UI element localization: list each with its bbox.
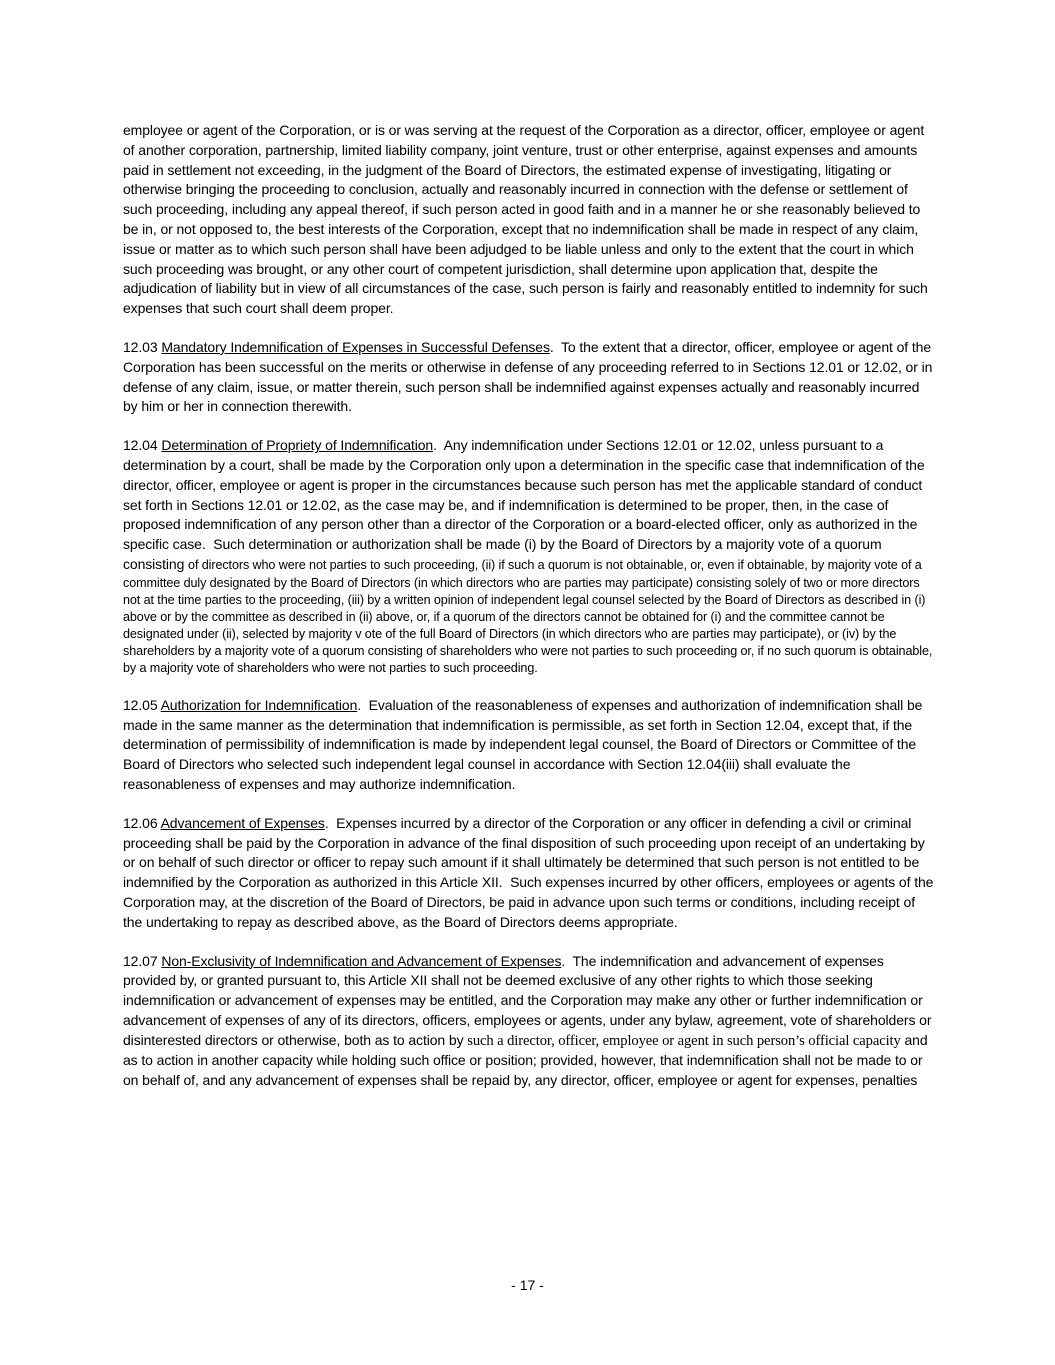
section-body-serif: such a director, officer, employee or agent in such person’s official capacity	[467, 1032, 901, 1049]
section-body-start: . The indemnification and advancement of expenses provided by, or granted pursuant to, this Article XII shall not be deemed exclusive of any other rights to which those seeking indemnification or advancement of expenses may be entitled, and the Corporation may make any other or further indemnification or advancement of expenses of any of its directors, officers, employees or agents, under any bylaw, agreement, vote of shareholders or disinterested directors or otherwise, both as to action by	[123, 952, 936, 1048]
document-content	[123, 121, 936, 1110]
section-12-05	[123, 696, 936, 795]
section-body: . Evaluation of the reasonableness of expenses and authorization of indemnification shall be made in the same manner as the determination that indemnification is permissible, as set forth in Section 12.04, except that, if the determination of permissibility of indemnification is made by independent legal counsel, the Board of Directors or Committee of the Board of Directors who selected such independent legal counsel in accordance with Section 12.04(iii) shall evaluate the reasonableness of expenses and may authorize indemnification.	[123, 696, 927, 792]
section-12-06	[123, 814, 936, 933]
section-12-04	[123, 436, 936, 677]
section-number: 12.04	[123, 437, 162, 454]
section-heading: Advancement of Expenses	[160, 814, 325, 831]
page-number: - 17 -	[511, 1277, 544, 1293]
section-heading: Non-Exclusivity of Indemnification and Advancement of Expenses	[161, 952, 562, 969]
section-12-07	[123, 952, 936, 1092]
section-body-normal: . Any indemnification under Sections 12.01 or 12.02, unless pursuant to a determination by a court, shall be made by the Corporation only upon a determination in the specific case that indemnification of the director, officer, employee or agent is proper in the circumstances because such person has met the applicable standard of conduct set forth in Sections 12.01 or 12.02, as the case may be, and if indemnification is determined to be proper, then, in the case of proposed indemnification of any person other than a director of the Corporation or a board-elected officer, only as authorized in the specific case. Such determination or authorization shall be made (i) by the Board of Directors by a majority vote of a quorum consisting	[123, 437, 929, 572]
section-number: 12.03	[123, 338, 162, 355]
section-heading: Mandatory Indemnification of Expenses in Successful Defenses	[161, 338, 550, 355]
section-number: 12.06	[123, 814, 161, 831]
section-number: 12.05	[123, 696, 161, 713]
section-heading: Authorization for Indemnification	[160, 696, 358, 713]
section-body-small: of directors who were not parties to such proceeding, (ii) if such a quorum is not obtainable, or, even if obtainable, by majority vote of a committee duly designated by the Board of Directors (in which directors who are parties may participate) consisting solely of two or more directors not at the time parties to the proceeding, (iii) by a written opinion of independent legal counsel selected by the Board of Directors as described in (i) above or by the committee as described in (ii) above, or, if a quorum of the directors cannot be obtained for (i) and the committee cannot be designated under (ii), selected by majority v ote of the full Board of Directors (in which directors who are parties may participate), or (iv) by the shareholders by a majority vote of a quorum consisting of shareholders who were not parties to such proceeding or, if no such quorum is obtainable, by a majority vote of shareholders who were not parties to such proceeding.	[123, 557, 936, 675]
paragraph-text: employee or agent of the Corporation, or is or was serving at the request of the Corporation as a director, officer, employee or agent of another corporation, partnership, limited liability company, joint venture, trust or other enterprise, against expenses and amounts paid in settlement not exceeding, in the judgment of the Board of Directors, the estimated expense of investigating, litigating or otherwise bringing the proceeding to conclusion, actually and reasonably incurred in connection with the defense or settlement of such proceeding, including any appeal thereof, if such person acted in good faith and in a manner he or she reasonably believed to be in, or not opposed to, the best interests of the Corporation, except that no indemnification shall be made in respect of any claim, issue or matter as to which such person shall have been adjudged to be liable unless and only to the extent that the court in which such proceeding was brought, or any other court of competent jurisdiction, shall determine upon application that, despite the adjudication of liability but in view of all circumstances of the case, such person is fairly and reasonably entitled to indemnity for such expenses that such court shall deem proper.	[123, 122, 932, 317]
paragraph-continuation	[123, 121, 936, 319]
section-body: . To the extent that a director, officer, employee or agent of the Corporation has been successful on the merits or otherwise in defense of any proceeding referred to in Sections 12.01 or 12.02, or in defense of any claim, issue, or matter therein, such person shall be indemnified against expenses actually and reasonably incurred by him or her in connection therewith.	[123, 338, 937, 415]
section-heading: Determination of Propriety of Indemnification	[161, 437, 434, 454]
section-body-end: and as to action in another capacity while holding such office or position; provided, however, that indemnification shall not be made to or on behalf of, and any advancement of expenses shall be repaid by, any director, officer, employee or agent for expenses, penalties	[123, 1031, 932, 1089]
section-12-03	[123, 338, 936, 417]
section-number: 12.07	[123, 952, 162, 969]
section-body: . Expenses incurred by a director of the Corporation or any officer in defending a civil or criminal proceeding shall be paid by the Corporation in advance of the final disposition of such proceeding upon receipt of an undertaking by or on behalf of such director or officer to repay such amount if it shall ultimately be determined that such person is not entitled to be indemnified by the Corporation as authorized in this Article XII. Such expenses incurred by other officers, employees or agents of the Corporation may, at the discretion of the Board of Directors, be paid in advance upon such terms or conditions, including receipt of the undertaking to repay as described above, as the Board of Directors deems appropriate.	[123, 814, 938, 930]
